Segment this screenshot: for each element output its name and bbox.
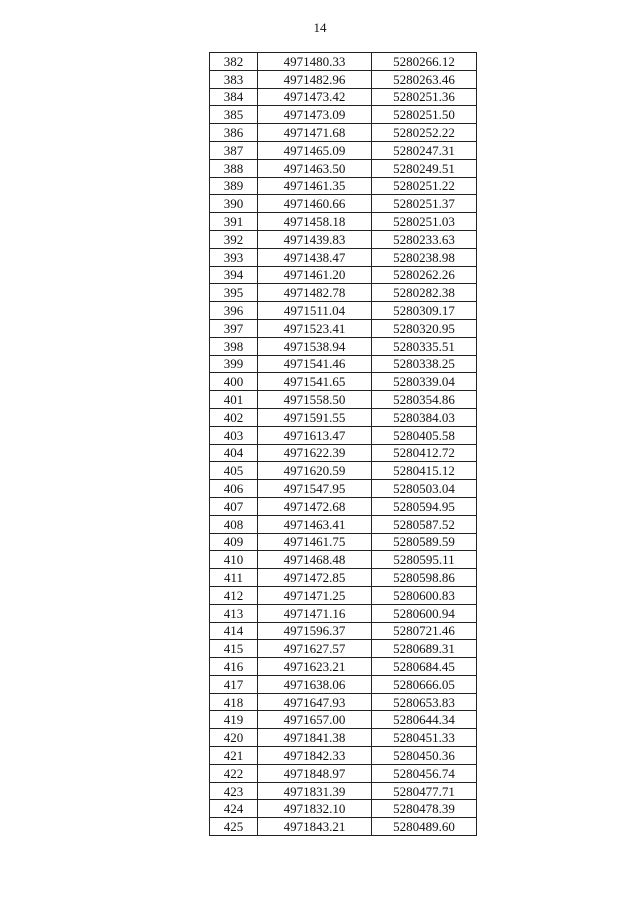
table-row xyxy=(210,569,477,587)
y-coordinate-cell: 5280252.22 xyxy=(372,124,477,142)
table-row xyxy=(210,70,477,88)
y-coordinate-cell: 5280456.74 xyxy=(372,764,477,782)
point-number-cell: 395 xyxy=(210,284,258,302)
point-number-cell: 414 xyxy=(210,622,258,640)
x-coordinate-cell: 4971439.83 xyxy=(258,230,372,248)
x-coordinate-cell: 4971463.41 xyxy=(258,515,372,533)
point-number-cell: 417 xyxy=(210,675,258,693)
y-coordinate-cell: 5280653.83 xyxy=(372,693,477,711)
table-row xyxy=(210,426,477,444)
point-number-cell: 383 xyxy=(210,70,258,88)
y-coordinate-cell: 5280251.22 xyxy=(372,177,477,195)
table-row xyxy=(210,177,477,195)
x-coordinate-cell: 4971461.35 xyxy=(258,177,372,195)
x-coordinate-cell: 4971482.96 xyxy=(258,70,372,88)
table-row xyxy=(210,764,477,782)
y-coordinate-cell: 5280450.36 xyxy=(372,747,477,765)
table-row xyxy=(210,319,477,337)
point-number-cell: 420 xyxy=(210,729,258,747)
table-row xyxy=(210,782,477,800)
y-coordinate-cell: 5280309.17 xyxy=(372,302,477,320)
table-row xyxy=(210,497,477,515)
x-coordinate-cell: 4971465.09 xyxy=(258,141,372,159)
x-coordinate-cell: 4971558.50 xyxy=(258,391,372,409)
point-number-cell: 389 xyxy=(210,177,258,195)
y-coordinate-cell: 5280338.25 xyxy=(372,355,477,373)
table-row xyxy=(210,551,477,569)
x-coordinate-cell: 4971647.93 xyxy=(258,693,372,711)
y-coordinate-cell: 5280384.03 xyxy=(372,408,477,426)
point-number-cell: 403 xyxy=(210,426,258,444)
table-row xyxy=(210,818,477,836)
y-coordinate-cell: 5280477.71 xyxy=(372,782,477,800)
x-coordinate-cell: 4971842.33 xyxy=(258,747,372,765)
table-row xyxy=(210,213,477,231)
x-coordinate-cell: 4971471.16 xyxy=(258,604,372,622)
table-row xyxy=(210,604,477,622)
point-number-cell: 400 xyxy=(210,373,258,391)
y-coordinate-cell: 5280412.72 xyxy=(372,444,477,462)
x-coordinate-cell: 4971461.20 xyxy=(258,266,372,284)
y-coordinate-cell: 5280503.04 xyxy=(372,480,477,498)
point-number-cell: 409 xyxy=(210,533,258,551)
y-coordinate-cell: 5280233.63 xyxy=(372,230,477,248)
x-coordinate-cell: 4971620.59 xyxy=(258,462,372,480)
point-number-cell: 390 xyxy=(210,195,258,213)
x-coordinate-cell: 4971622.39 xyxy=(258,444,372,462)
x-coordinate-cell: 4971627.57 xyxy=(258,640,372,658)
x-coordinate-cell: 4971638.06 xyxy=(258,675,372,693)
y-coordinate-cell: 5280354.86 xyxy=(372,391,477,409)
x-coordinate-cell: 4971471.25 xyxy=(258,586,372,604)
point-number-cell: 404 xyxy=(210,444,258,462)
y-coordinate-cell: 5280587.52 xyxy=(372,515,477,533)
point-number-cell: 423 xyxy=(210,782,258,800)
coordinates-table-body xyxy=(210,53,477,836)
coordinates-table xyxy=(209,52,477,836)
point-number-cell: 401 xyxy=(210,391,258,409)
point-number-cell: 392 xyxy=(210,230,258,248)
y-coordinate-cell: 5280405.58 xyxy=(372,426,477,444)
x-coordinate-cell: 4971472.85 xyxy=(258,569,372,587)
x-coordinate-cell: 4971623.21 xyxy=(258,658,372,676)
table-row xyxy=(210,586,477,604)
point-number-cell: 413 xyxy=(210,604,258,622)
point-number-cell: 402 xyxy=(210,408,258,426)
y-coordinate-cell: 5280600.83 xyxy=(372,586,477,604)
point-number-cell: 407 xyxy=(210,497,258,515)
table-row xyxy=(210,711,477,729)
x-coordinate-cell: 4971473.09 xyxy=(258,106,372,124)
y-coordinate-cell: 5280451.33 xyxy=(372,729,477,747)
table-row xyxy=(210,480,477,498)
x-coordinate-cell: 4971473.42 xyxy=(258,88,372,106)
table-row xyxy=(210,124,477,142)
x-coordinate-cell: 4971596.37 xyxy=(258,622,372,640)
x-coordinate-cell: 4971841.38 xyxy=(258,729,372,747)
point-number-cell: 411 xyxy=(210,569,258,587)
y-coordinate-cell: 5280598.86 xyxy=(372,569,477,587)
y-coordinate-cell: 5280478.39 xyxy=(372,800,477,818)
table-row xyxy=(210,693,477,711)
table-row xyxy=(210,248,477,266)
point-number-cell: 405 xyxy=(210,462,258,480)
x-coordinate-cell: 4971468.48 xyxy=(258,551,372,569)
x-coordinate-cell: 4971482.78 xyxy=(258,284,372,302)
x-coordinate-cell: 4971460.66 xyxy=(258,195,372,213)
table-row xyxy=(210,747,477,765)
point-number-cell: 396 xyxy=(210,302,258,320)
y-coordinate-cell: 5280489.60 xyxy=(372,818,477,836)
y-coordinate-cell: 5280238.98 xyxy=(372,248,477,266)
y-coordinate-cell: 5280335.51 xyxy=(372,337,477,355)
point-number-cell: 386 xyxy=(210,124,258,142)
table-row xyxy=(210,88,477,106)
point-number-cell: 425 xyxy=(210,818,258,836)
y-coordinate-cell: 5280339.04 xyxy=(372,373,477,391)
x-coordinate-cell: 4971541.46 xyxy=(258,355,372,373)
x-coordinate-cell: 4971832.10 xyxy=(258,800,372,818)
y-coordinate-cell: 5280666.05 xyxy=(372,675,477,693)
table-row xyxy=(210,533,477,551)
x-coordinate-cell: 4971472.68 xyxy=(258,497,372,515)
point-number-cell: 398 xyxy=(210,337,258,355)
y-coordinate-cell: 5280251.37 xyxy=(372,195,477,213)
y-coordinate-cell: 5280247.31 xyxy=(372,141,477,159)
table-row xyxy=(210,106,477,124)
point-number-cell: 397 xyxy=(210,319,258,337)
y-coordinate-cell: 5280600.94 xyxy=(372,604,477,622)
x-coordinate-cell: 4971613.47 xyxy=(258,426,372,444)
point-number-cell: 384 xyxy=(210,88,258,106)
table-row xyxy=(210,230,477,248)
x-coordinate-cell: 4971831.39 xyxy=(258,782,372,800)
point-number-cell: 412 xyxy=(210,586,258,604)
y-coordinate-cell: 5280595.11 xyxy=(372,551,477,569)
x-coordinate-cell: 4971463.50 xyxy=(258,159,372,177)
table-row xyxy=(210,266,477,284)
table-row xyxy=(210,337,477,355)
y-coordinate-cell: 5280263.46 xyxy=(372,70,477,88)
point-number-cell: 416 xyxy=(210,658,258,676)
y-coordinate-cell: 5280251.36 xyxy=(372,88,477,106)
table-row xyxy=(210,462,477,480)
point-number-cell: 422 xyxy=(210,764,258,782)
x-coordinate-cell: 4971547.95 xyxy=(258,480,372,498)
point-number-cell: 394 xyxy=(210,266,258,284)
table-row xyxy=(210,302,477,320)
point-number-cell: 385 xyxy=(210,106,258,124)
table-row xyxy=(210,408,477,426)
x-coordinate-cell: 4971657.00 xyxy=(258,711,372,729)
table-row xyxy=(210,53,477,71)
x-coordinate-cell: 4971471.68 xyxy=(258,124,372,142)
x-coordinate-cell: 4971461.75 xyxy=(258,533,372,551)
x-coordinate-cell: 4971541.65 xyxy=(258,373,372,391)
x-coordinate-cell: 4971511.04 xyxy=(258,302,372,320)
table-row xyxy=(210,729,477,747)
point-number-cell: 391 xyxy=(210,213,258,231)
y-coordinate-cell: 5280282.38 xyxy=(372,284,477,302)
table-row xyxy=(210,159,477,177)
page-number: 14 xyxy=(313,20,327,35)
x-coordinate-cell: 4971458.18 xyxy=(258,213,372,231)
x-coordinate-cell: 4971538.94 xyxy=(258,337,372,355)
point-number-cell: 424 xyxy=(210,800,258,818)
table-row xyxy=(210,391,477,409)
point-number-cell: 415 xyxy=(210,640,258,658)
y-coordinate-cell: 5280249.51 xyxy=(372,159,477,177)
point-number-cell: 421 xyxy=(210,747,258,765)
table-row xyxy=(210,444,477,462)
y-coordinate-cell: 5280689.31 xyxy=(372,640,477,658)
table-row xyxy=(210,284,477,302)
y-coordinate-cell: 5280684.45 xyxy=(372,658,477,676)
y-coordinate-cell: 5280721.46 xyxy=(372,622,477,640)
y-coordinate-cell: 5280320.95 xyxy=(372,319,477,337)
y-coordinate-cell: 5280251.50 xyxy=(372,106,477,124)
table-row xyxy=(210,622,477,640)
point-number-cell: 382 xyxy=(210,53,258,71)
y-coordinate-cell: 5280415.12 xyxy=(372,462,477,480)
table-row xyxy=(210,658,477,676)
table-row xyxy=(210,355,477,373)
point-number-cell: 388 xyxy=(210,159,258,177)
y-coordinate-cell: 5280589.59 xyxy=(372,533,477,551)
y-coordinate-cell: 5280251.03 xyxy=(372,213,477,231)
y-coordinate-cell: 5280644.34 xyxy=(372,711,477,729)
table-row xyxy=(210,800,477,818)
point-number-cell: 387 xyxy=(210,141,258,159)
table-row xyxy=(210,141,477,159)
point-number-cell: 418 xyxy=(210,693,258,711)
y-coordinate-cell: 5280262.26 xyxy=(372,266,477,284)
point-number-cell: 393 xyxy=(210,248,258,266)
y-coordinate-cell: 5280594.95 xyxy=(372,497,477,515)
x-coordinate-cell: 4971480.33 xyxy=(258,53,372,71)
y-coordinate-cell: 5280266.12 xyxy=(372,53,477,71)
x-coordinate-cell: 4971591.55 xyxy=(258,408,372,426)
table-row xyxy=(210,373,477,391)
table-row xyxy=(210,195,477,213)
point-number-cell: 399 xyxy=(210,355,258,373)
x-coordinate-cell: 4971848.97 xyxy=(258,764,372,782)
point-number-cell: 419 xyxy=(210,711,258,729)
table-row xyxy=(210,675,477,693)
point-number-cell: 406 xyxy=(210,480,258,498)
point-number-cell: 408 xyxy=(210,515,258,533)
point-number-cell: 410 xyxy=(210,551,258,569)
table-row xyxy=(210,640,477,658)
x-coordinate-cell: 4971523.41 xyxy=(258,319,372,337)
x-coordinate-cell: 4971843.21 xyxy=(258,818,372,836)
x-coordinate-cell: 4971438.47 xyxy=(258,248,372,266)
table-row xyxy=(210,515,477,533)
